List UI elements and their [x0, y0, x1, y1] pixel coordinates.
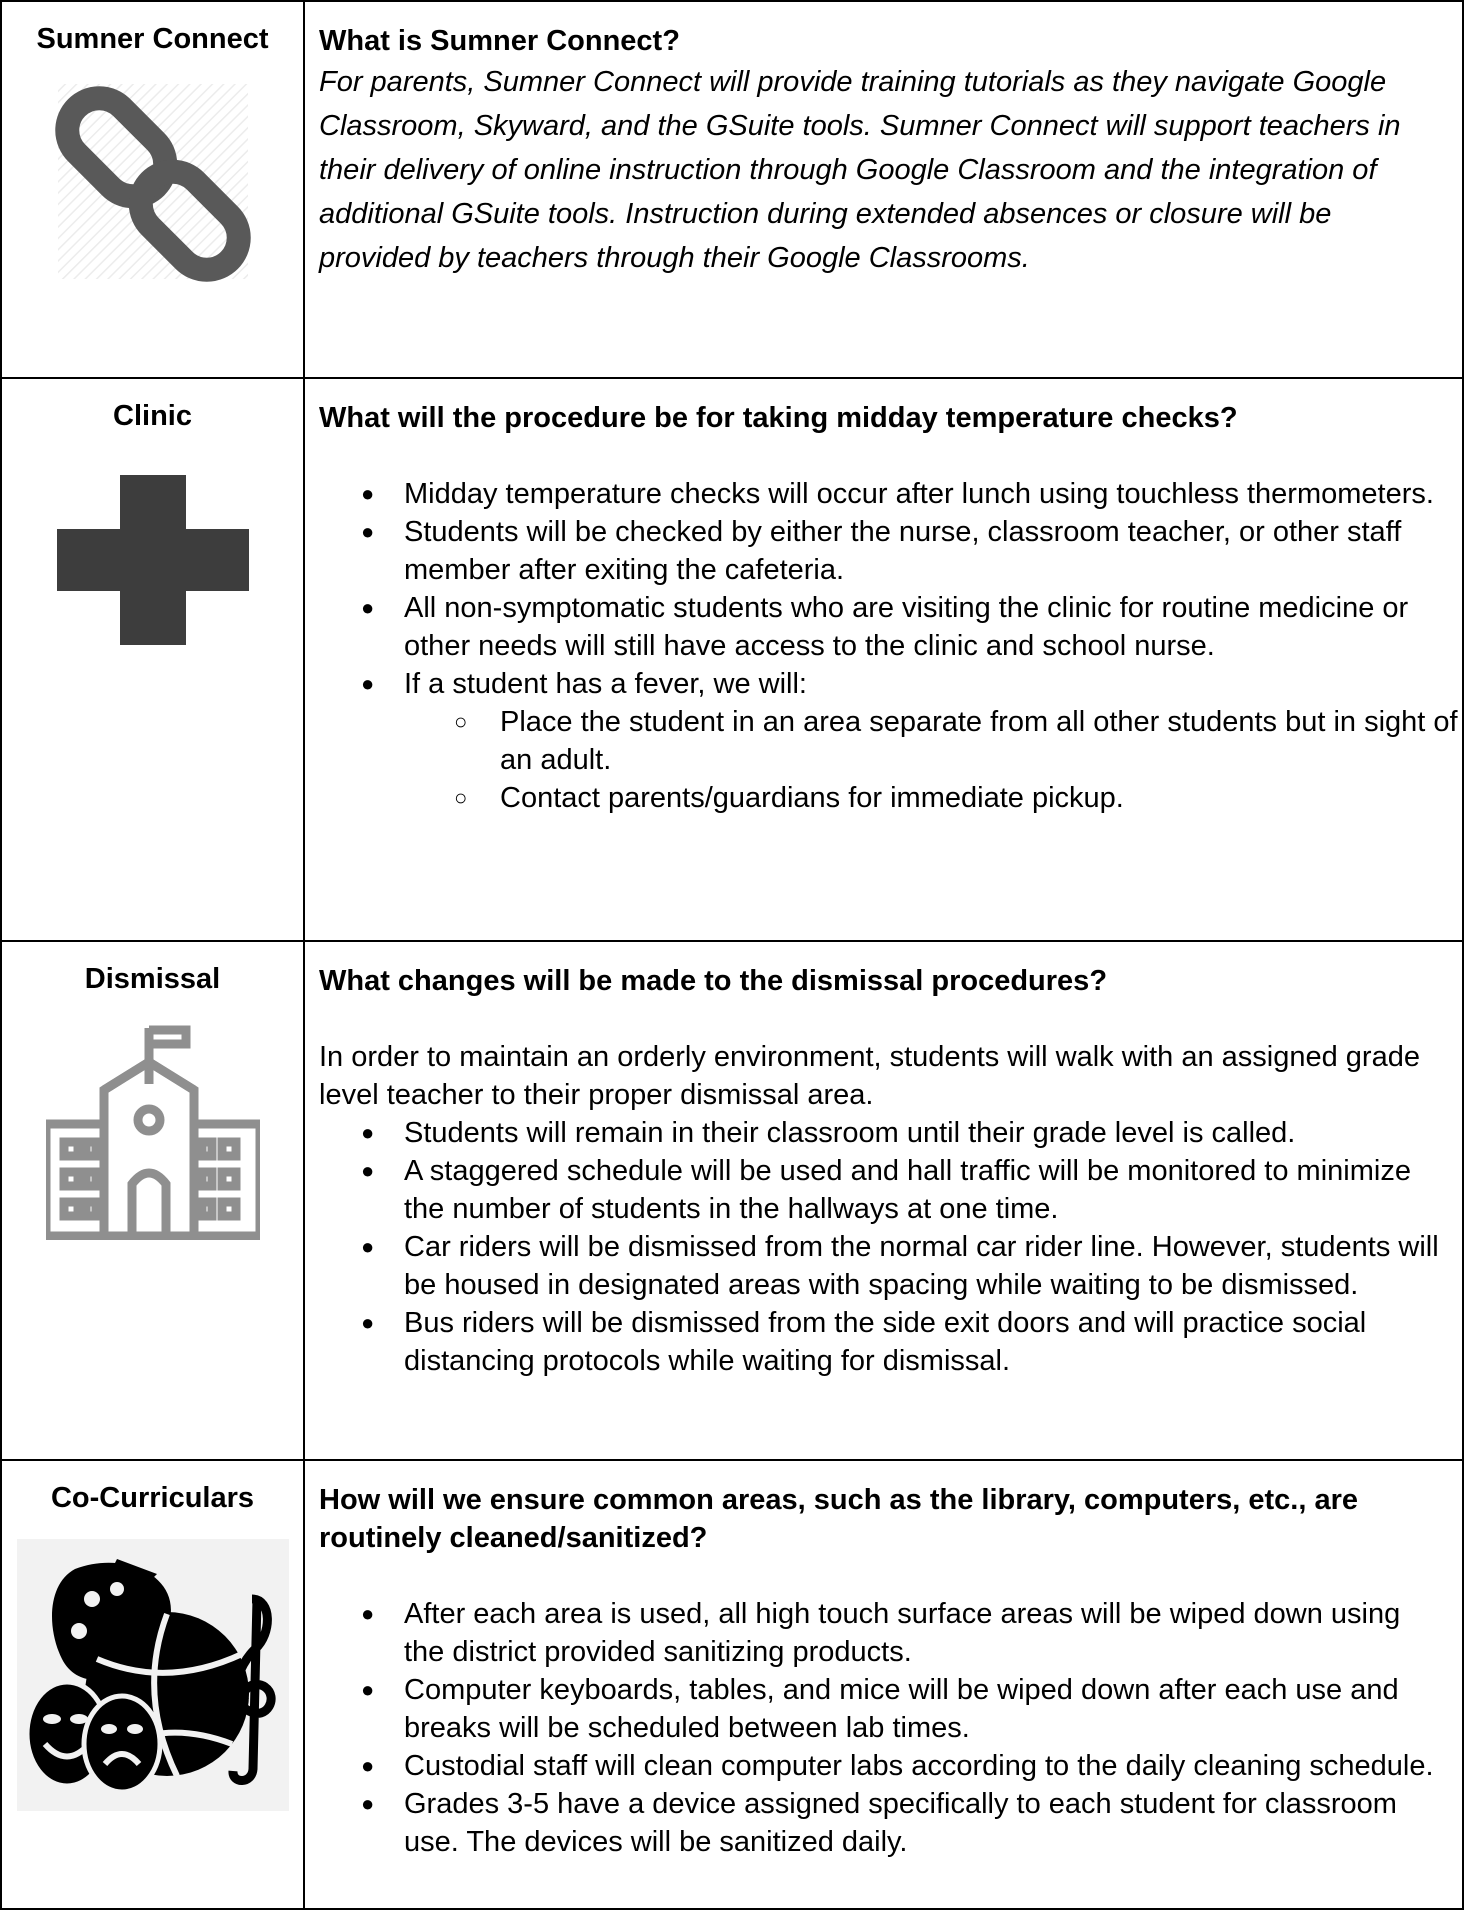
faq-row-clinic — [1, 378, 1463, 941]
list-item: ● If a student has a fever, we will: — [305, 665, 1448, 703]
arts-sports-music-icon — [17, 1539, 289, 1811]
category-cell — [1, 1, 304, 378]
list-item: ● After each area is used, all high touch surface areas will be wiped down using the district provided sanitizing products. — [305, 1595, 1448, 1671]
link-icon — [53, 84, 253, 284]
list-item: ● All non-symptomatic students who are visiting the clinic for routine medicine or other needs will still have access to the clinic and school nurse. — [305, 589, 1448, 665]
list-item: ● A staggered schedule will be used and hall traffic will be monitored to minimize the number of students in the hallways at one time. — [305, 1152, 1448, 1228]
school-building-icon — [46, 1024, 260, 1240]
category-label: Clinic — [113, 400, 192, 432]
faq-row-sumner-connect — [1, 1, 1463, 378]
medical-cross-icon — [57, 475, 249, 645]
question-heading: What will the procedure be for taking midday temperature checks? — [319, 402, 1238, 434]
list-item: ● Bus riders will be dismissed from the side exit doors and will practice social distancing protocols while waiting for dismissal. — [305, 1304, 1448, 1380]
answer-cell — [304, 941, 1463, 1460]
list-item: ○ Contact parents/guardians for immediate pickup. — [404, 779, 1462, 817]
list-item: ● Car riders will be dismissed from the normal car rider line. However, students will be housed in designated areas with spacing while waiting to be dismissed. — [305, 1228, 1448, 1304]
category-cell — [1, 941, 304, 1460]
question-heading: What is Sumner Connect? — [319, 25, 680, 57]
answer-cell — [304, 1460, 1463, 1909]
bullet-list — [305, 475, 1462, 703]
answer-paragraph: For parents, Sumner Connect will provide training tutorials as they navigate Google Classroom, Skyward, and the GSuite tools. Sumner Connect will support teachers in their delivery of online instruction through Google Classroom and the integration of additional GSuite tools. Instruction during extended absences or closure will be provided by teachers through their Google Classrooms. — [319, 66, 1401, 274]
question-heading: What changes will be made to the dismissal procedures? — [319, 965, 1108, 997]
list-item: ● Grades 3-5 have a device assigned specifically to each student for classroom use. The devices will be sanitized daily. — [305, 1785, 1448, 1861]
category-label: Co-Curriculars — [50, 1482, 255, 1514]
bullet-list — [305, 1114, 1462, 1380]
category-cell — [1, 1460, 304, 1909]
faq-row-dismissal — [1, 941, 1463, 1460]
faq-row-co-curriculars — [1, 1460, 1463, 1909]
list-item: ● Computer keyboards, tables, and mice will be wiped down after each use and breaks will be scheduled between lab times. — [305, 1671, 1448, 1747]
answer-cell — [304, 1, 1463, 378]
sub-bullet-list — [404, 703, 1462, 817]
list-item: ○ Place the student in an area separate from all other students but in sight of an adult. — [404, 703, 1462, 779]
bullet-list — [305, 1595, 1462, 1861]
answer-paragraph: In order to maintain an orderly environment, students will walk with an assigned grade level teacher to their proper dismissal area. — [319, 1041, 1420, 1111]
category-label: Sumner Connect — [36, 23, 269, 55]
list-item: ● Students will remain in their classroom until their grade level is called. — [305, 1114, 1448, 1152]
question-heading: How will we ensure common areas, such as the library, computers, etc., are routinely cleaned/sanitized? — [319, 1484, 1359, 1554]
category-label: Dismissal — [84, 963, 221, 995]
list-item: ● Custodial staff will clean computer labs according to the daily cleaning schedule. — [305, 1747, 1448, 1785]
list-item: ● Students will be checked by either the nurse, classroom teacher, or other staff member after exiting the cafeteria. — [305, 513, 1448, 589]
category-cell — [1, 378, 304, 941]
answer-cell — [304, 378, 1463, 941]
list-item: ● Midday temperature checks will occur after lunch using touchless thermometers. — [305, 475, 1448, 513]
